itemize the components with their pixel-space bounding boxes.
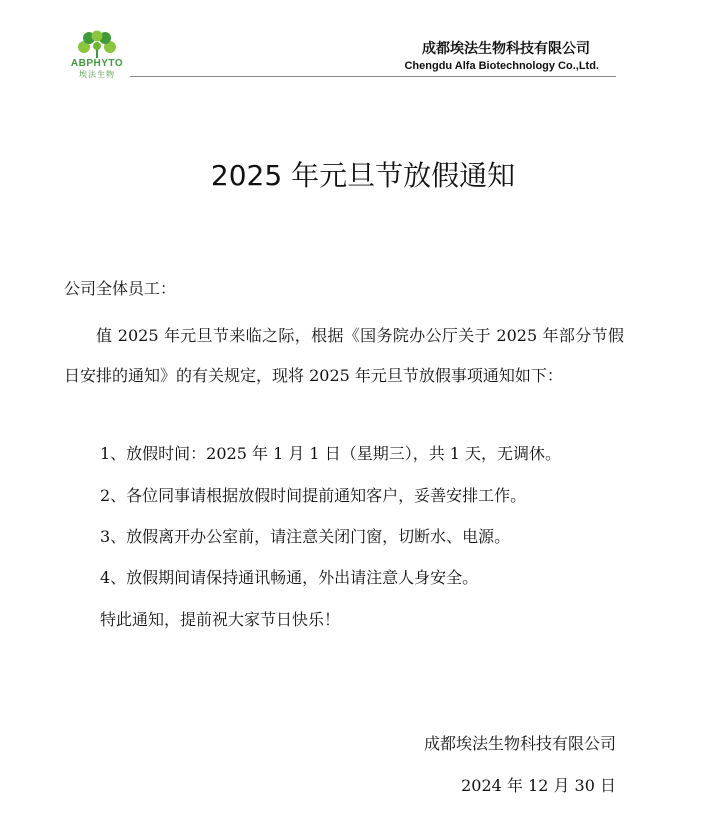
list-item: 3、放假离开办公室前，请注意关闭门窗，切断水、电源。 [100,527,511,546]
header-divider [130,76,616,77]
notice-title: 2025 年元旦节放假通知 [210,159,516,192]
logo-text-cn: 埃法生物 [79,70,115,79]
signature-company: 成都埃法生物科技有限公司 [423,734,616,753]
salutation: 公司全体员工： [64,279,177,298]
intro-paragraph: 值 2025 年元旦节来临之际，根据《国务院办公厅关于 2025 年部分节假日安排的通知》的有关规定，现将 2025 年元旦节放假事项通知如下： [64,326,624,385]
list-item: 4、放假期间请保持通讯畅通，外出请注意人身安全。 [100,568,479,587]
list-item: 1、放假时间：2025 年 1 月 1 日（星期三），共 1 天，无调休。 [100,444,562,463]
company-logo [64,30,130,80]
logo-text-en: ABPHYTO [70,58,124,69]
header-company-name-cn: 成都埃法生物科技有限公司 [422,41,590,57]
list-item: 2、各位同事请根据放假时间提前通知客户，妥善安排工作。 [100,486,527,505]
signature-date: 2024 年 12 月 30 日 [461,776,616,795]
leaf-logo-icon [64,30,130,60]
closing-line: 特此通知，提前祝大家节日快乐！ [100,610,341,629]
header-company-name-en: Chengdu Alfa Biotechnology Co.,Ltd. [404,60,599,72]
